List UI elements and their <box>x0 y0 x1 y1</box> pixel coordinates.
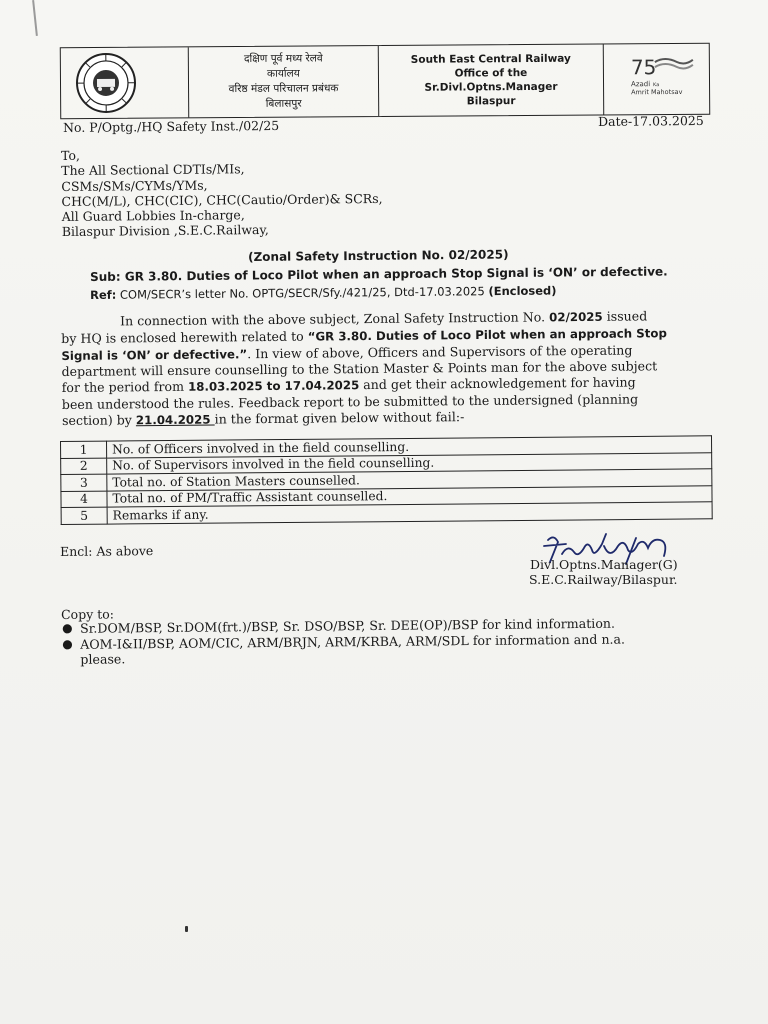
row-number: 1 <box>61 441 107 458</box>
addressee-line: CHC(M/L), CHC(CIC), CHC(Cautio/Order)& SCRs, <box>61 190 383 209</box>
hindi-line: दक्षिण पूर्व मध्य रेलवे <box>243 52 323 65</box>
hindi-line: बिलासपुर <box>265 97 302 110</box>
row-number: 5 <box>61 507 107 524</box>
row-number: 2 <box>61 458 107 475</box>
english-line: Office of the <box>454 67 528 80</box>
list-item: ● AOM-I&II/BSP, AOM/CIC, ARM/BRJN, ARM/KRBA, ARM/SDL for information and n.a. please. <box>62 631 626 667</box>
ref-text: COM/SECR’s letter No. OPTG/SECR/Sfy./421/25, Dtd-17.03.2025 <box>116 284 489 302</box>
subject-line: Sub: GR 3.80. Duties of Loco Pilot when an approach Stop Signal is ‘ON’ or defective. <box>90 264 668 284</box>
feedback-table <box>60 435 713 524</box>
railway-logo-cell <box>61 47 189 118</box>
addressee-line: Bilaspur Division ,S.E.C.Railway, <box>61 222 269 240</box>
addressee-block <box>61 145 383 240</box>
hindi-line: कार्यालय <box>266 67 300 80</box>
azadi-logo-cell <box>604 44 709 115</box>
ref-suffix: (Enclosed) <box>488 283 557 299</box>
ref-label: Ref: <box>90 287 117 302</box>
copy-to-heading: Copy to: <box>61 606 115 622</box>
bullet-icon: ● <box>62 636 73 651</box>
addressee-line: To, <box>61 147 81 163</box>
body-line: section) by 21.04.2025 in the format given below without fail:- <box>61 408 465 428</box>
row-item: No. of Officers involved in the field counselling. <box>107 436 712 458</box>
row-item: No. of Supervisors involved in the field counselling. <box>107 452 712 474</box>
reference-line <box>90 284 557 302</box>
indian-railways-logo-icon <box>75 52 137 114</box>
body-line: department will ensure counselling to the Station Master & Points man for the above subject <box>61 358 658 380</box>
body-line: by HQ is enclosed herewith related to “GR 3.80. Duties of Loco Pilot when an approach Stop <box>61 325 667 346</box>
english-header <box>379 44 604 116</box>
row-number: 4 <box>61 491 107 508</box>
addressee-line: CSMs/SMs/CYMs/YMs, <box>61 177 208 194</box>
addressee-line: All Guard Lobbies In-charge, <box>61 207 245 225</box>
list-item: ● Sr.DOM/BSP, Sr.DOM(frt.)/BSP, Sr. DSO/BSP, Sr. DEE(OP)/BSP for kind information. <box>61 615 616 636</box>
addressee-line: The All Sectional CDTIs/MIs, <box>61 161 245 179</box>
bullet-icon: ● <box>61 620 73 635</box>
english-line: Sr.Divl.Optns.Manager <box>424 80 558 94</box>
hindi-header <box>189 46 379 117</box>
row-item: Remarks if any. <box>107 502 712 524</box>
letter-date: Date-17.03.2025 <box>598 112 704 129</box>
english-line: Bilaspur <box>466 95 516 108</box>
azadi-ka-amrit-mahotsav-logo-icon <box>629 52 701 107</box>
body-line: been understood the rules. Feedback report to be submitted to the undersigned (planning <box>61 391 639 412</box>
reference-number: No. P/Optg./HQ Safety Inst./02/25 <box>63 117 280 135</box>
svg-text:Azadi: Azadi <box>631 80 651 89</box>
body-line: Signal is ‘ON’ or defective.”. In view of above, Officers and Supervisors of the operating <box>61 342 633 363</box>
hindi-line: वरिष्ठ मंडल परिचालन प्रबंधक <box>228 82 339 96</box>
english-line: South East Central Railway <box>410 52 571 66</box>
letterhead <box>60 43 710 120</box>
svg-text:Ka: Ka <box>653 82 660 89</box>
logo-number: 75 <box>630 55 657 80</box>
row-item: Total no. of Station Masters counselled. <box>107 469 712 491</box>
svg-text:Amrit Mahotsav: Amrit Mahotsav <box>631 87 683 97</box>
scan-artifact <box>185 926 188 932</box>
instruction-title: (Zonal Safety Instruction No. 02/2025) <box>248 247 509 264</box>
body-line: In connection with the above subject, Zonal Safety Instruction No. 02/2025 issued <box>119 308 648 329</box>
body-line: for the period from 18.03.2025 to 17.04.2025 and get their acknowledgement for having <box>61 374 636 396</box>
copy-to-list <box>60 615 720 668</box>
enclosure-note: Encl: As above <box>60 543 154 559</box>
scan-artifact <box>32 0 38 36</box>
row-item: Total no. of PM/Traffic Assistant counselled. <box>107 485 712 507</box>
body-paragraph <box>61 308 714 430</box>
row-number: 3 <box>61 474 107 491</box>
signatory-designation: Divl.Optns.Manager(G) <box>530 557 678 572</box>
signatory-organisation: S.E.C.Railway/Bilaspur. <box>529 572 678 587</box>
